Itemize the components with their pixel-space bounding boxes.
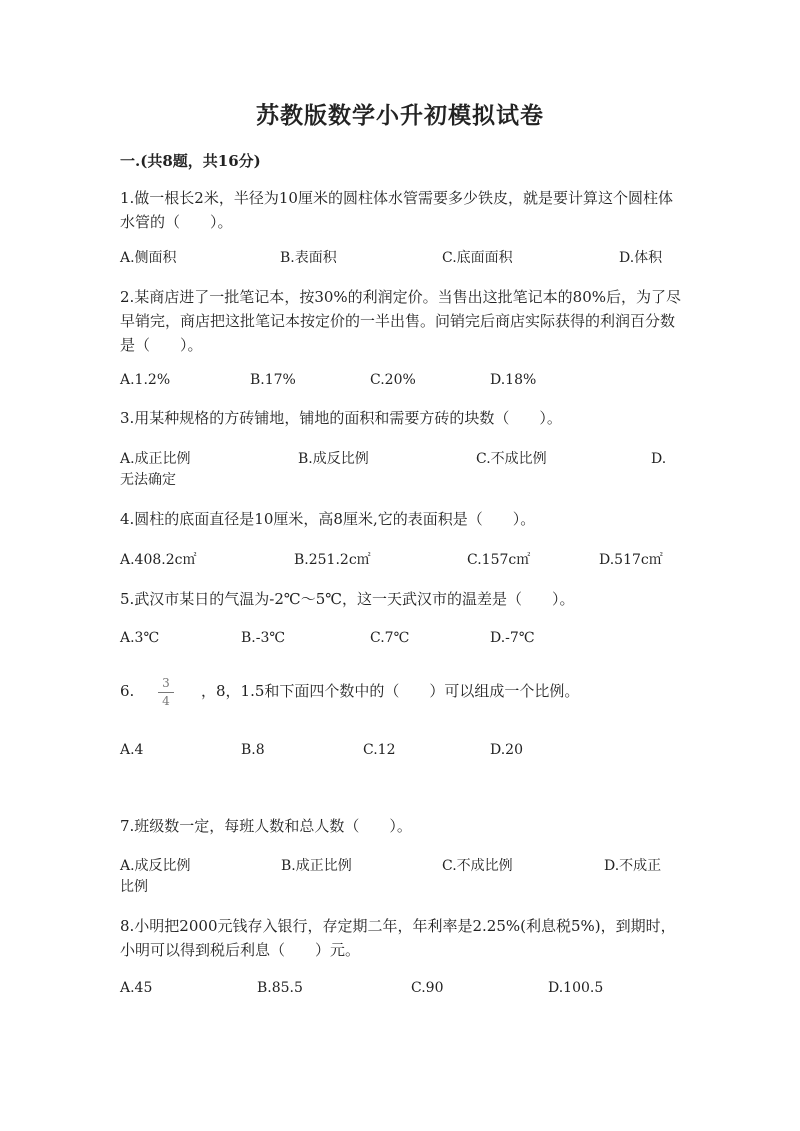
fraction-numerator: 3 <box>162 676 170 690</box>
question-2: 2.某商店进了一批笔记本，按30%的利润定价。当售出这批笔记本的80%后，为了尽早销完，商店把这批笔记本按定价的一半出售。问销完后商店实际获得的利润百分数是（ ）。 <box>120 288 681 354</box>
question-7: 7.班级数一定，每班人数和总人数（ ）。 <box>120 817 412 835</box>
option-3-d-continued: 无法确定 <box>120 472 176 488</box>
question-4: 4.圆柱的底面直径是10厘米，高8厘米,它的表面积是（ ）。 <box>120 510 536 528</box>
option-3-a[interactable]: A.成正比例 <box>120 451 191 467</box>
options-4 <box>120 548 680 572</box>
option-4-b[interactable]: B.251.2c㎡ <box>294 552 371 568</box>
option-2-c[interactable]: C.20% <box>370 372 416 388</box>
option-7-c[interactable]: C.不成比例 <box>442 858 513 874</box>
option-7-d[interactable]: D.不成正 <box>604 858 662 874</box>
option-5-a[interactable]: A.3℃ <box>120 630 160 646</box>
option-8-c[interactable]: C.90 <box>411 980 444 996</box>
option-3-d[interactable]: D. <box>651 451 667 467</box>
exam-title: 苏教版数学小升初模拟试卷 <box>256 102 544 129</box>
option-2-b[interactable]: B.17% <box>250 372 296 388</box>
question-8: 8.小明把2000元钱存入银行，存定期二年，年利率是2.25%(利息税5%)，到期时，小明可以得到税后利息（ ）元。 <box>120 917 676 959</box>
question-3: 3.用某种规格的方砖铺地，铺地的面积和需要方砖的块数（ ）。 <box>120 409 562 427</box>
options-8 <box>120 976 680 1000</box>
option-4-a[interactable]: A.408.2c㎡ <box>120 552 197 568</box>
option-1-c[interactable]: C.底面面积 <box>442 250 513 266</box>
option-1-b[interactable]: B.表面积 <box>280 250 337 266</box>
question-6-number: 6. <box>120 682 135 700</box>
options-6 <box>120 738 680 762</box>
option-2-d[interactable]: D.18% <box>490 372 537 388</box>
option-7-d-continued: 比例 <box>120 879 148 895</box>
options-2 <box>120 368 680 392</box>
option-1-a[interactable]: A.侧面积 <box>120 250 177 266</box>
fraction-denominator: 4 <box>162 694 170 708</box>
option-5-d[interactable]: D.-7℃ <box>490 630 535 646</box>
options-5 <box>120 626 680 650</box>
question-6-text: ，8，1.5和下面四个数中的（ ）可以组成一个比例。 <box>201 682 580 700</box>
options-1 <box>120 246 680 270</box>
fraction-three-quarters <box>158 676 174 709</box>
option-4-c[interactable]: C.157c㎡ <box>467 552 531 568</box>
option-6-c[interactable]: C.12 <box>363 742 396 758</box>
section-heading: 一.(共8题，共16分) <box>120 152 261 170</box>
option-8-b[interactable]: B.85.5 <box>257 980 303 996</box>
options-7 <box>120 854 680 878</box>
option-6-b[interactable]: B.8 <box>241 742 265 758</box>
option-7-b[interactable]: B.成正比例 <box>281 858 352 874</box>
option-6-d[interactable]: D.20 <box>490 742 523 758</box>
option-6-a[interactable]: A.4 <box>120 742 144 758</box>
question-5: 5.武汉市某日的气温为-2℃～5℃，这一天武汉市的温差是（ ）。 <box>120 590 575 608</box>
option-3-c[interactable]: C.不成比例 <box>476 451 547 467</box>
option-5-c[interactable]: C.7℃ <box>370 630 410 646</box>
option-5-b[interactable]: B.-3℃ <box>241 630 286 646</box>
option-8-d[interactable]: D.100.5 <box>548 980 604 996</box>
question-1: 1.做一根长2米，半径为10厘米的圆柱体水管需要多少铁皮，就是要计算这个圆柱体水管的（ ）。 <box>120 189 673 231</box>
option-3-b[interactable]: B.成反比例 <box>298 451 369 467</box>
option-2-a[interactable]: A.1.2% <box>120 372 171 388</box>
option-1-d[interactable]: D.体积 <box>619 250 663 266</box>
options-3 <box>120 447 680 471</box>
option-8-a[interactable]: A.45 <box>120 980 153 996</box>
option-4-d[interactable]: D.517c㎡ <box>599 552 663 568</box>
option-7-a[interactable]: A.成反比例 <box>120 858 191 874</box>
